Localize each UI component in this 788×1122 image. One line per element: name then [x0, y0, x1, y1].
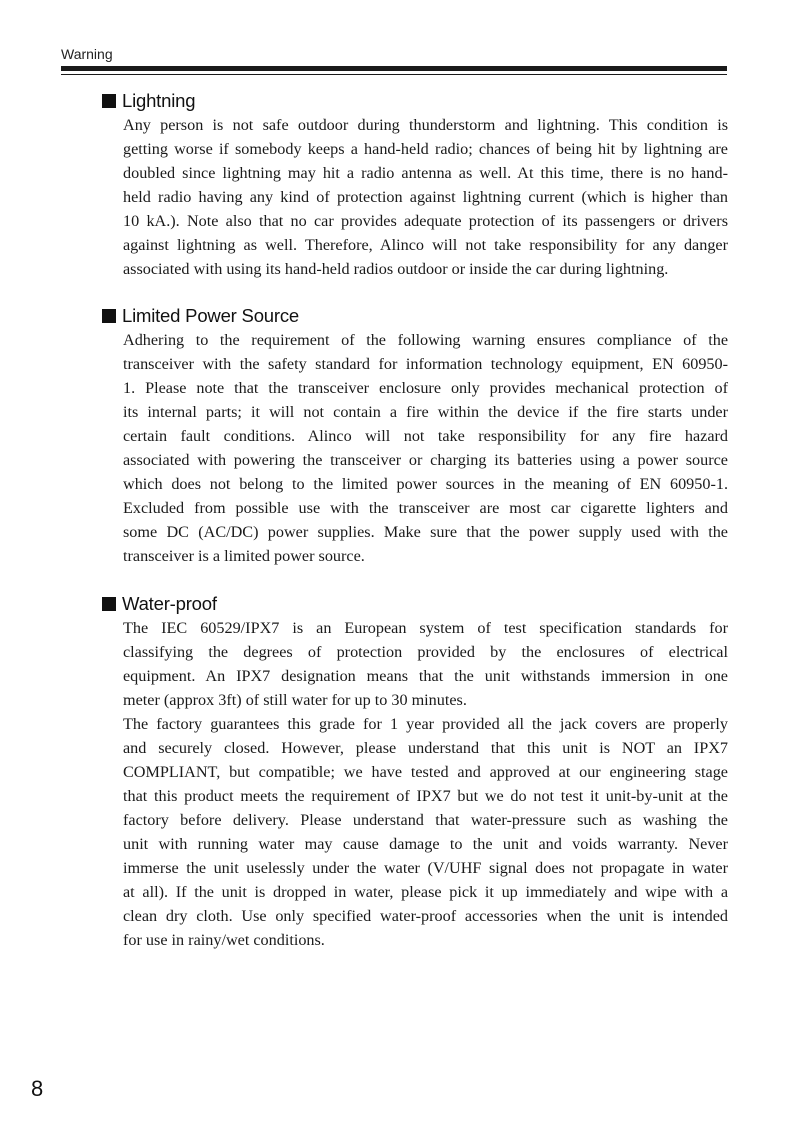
- text-line: its internal parts; it will not contain a fire within the device if the fire starts under: [123, 403, 728, 421]
- text-line: for use in rainy/wet conditions.: [123, 931, 325, 949]
- square-bullet-icon: [102, 597, 116, 611]
- header-rule-thin: [61, 74, 727, 75]
- text-line: Adhering to the requirement of the following warning ensures compliance of the: [123, 331, 728, 349]
- text-line: COMPLIANT, but compatible; we have tested and approved at our engineering stage: [123, 763, 728, 781]
- body-paragraph: [102, 328, 728, 568]
- text-line: factory before delivery. Please understand that water-pressure such as washing the: [123, 811, 728, 829]
- text-line: that this product meets the requirement of IPX7 but we do not test it unit-by-unit at the: [123, 787, 728, 805]
- text-line: transceiver with the safety standard for information technology equipment, EN 60950-: [123, 355, 728, 373]
- text-line: associated with using its hand-held radios outdoor or inside the car during lightning.: [123, 260, 669, 278]
- section-lightning: [102, 89, 728, 281]
- section-water-proof: [102, 592, 728, 952]
- section-heading: [102, 592, 728, 616]
- text-line: The IEC 60529/IPX7 is an European system of test specification standards for: [123, 619, 728, 637]
- text-line: The factory guarantees this grade for 1 year provided all the jack covers are properly: [123, 715, 728, 733]
- square-bullet-icon: [102, 309, 116, 323]
- body-paragraph: [102, 616, 728, 712]
- text-line: transceiver is a limited power source.: [123, 547, 365, 565]
- text-line: classifying the degrees of protection provided by the enclosures of electrical: [123, 643, 728, 661]
- text-line: equipment. An IPX7 designation means that the unit withstands immersion in one: [123, 667, 728, 685]
- section-heading: [102, 304, 728, 328]
- text-line: associated with powering the transceiver or charging its batteries using a power source: [123, 451, 728, 469]
- text-line: meter (approx 3ft) of still water for up to 30 minutes.: [123, 691, 467, 709]
- square-bullet-icon: [102, 94, 116, 108]
- body-paragraph: [102, 712, 728, 952]
- text-line: clean dry cloth. Use only specified water-proof accessories when the unit is intended: [123, 907, 728, 925]
- text-line: at all). If the unit is dropped in water, please pick it up immediately and wipe with a: [123, 883, 728, 901]
- section-heading-text: Water-proof: [122, 593, 217, 614]
- text-line: getting worse if somebody keeps a hand-held radio; chances of being hit by lightning are: [123, 140, 728, 158]
- text-line: which does not belong to the limited power sources in the meaning of EN 60950-1.: [123, 475, 728, 493]
- text-line: unit with running water may cause damage to the unit and voids warranty. Never: [123, 835, 728, 853]
- running-header: Warning: [61, 46, 113, 62]
- text-line: Excluded from possible use with the transceiver are most car cigarette lighters and: [123, 499, 728, 517]
- text-line: 1. Please note that the transceiver enclosure only provides mechanical protection of: [123, 379, 728, 397]
- section-limited-power-source: [102, 304, 728, 568]
- text-line: 10 kA.). Note also that no car provides adequate protection of its passengers or drivers: [123, 212, 728, 230]
- text-line: some DC (AC/DC) power supplies. Make sure that the power supply used with the: [123, 523, 728, 541]
- header-rule-thick: [61, 66, 727, 71]
- section-heading: [102, 89, 728, 113]
- body-paragraph: [102, 113, 728, 281]
- section-heading-text: Lightning: [122, 90, 196, 111]
- text-line: against lightning as well. Therefore, Alinco will not take responsibility for any danger: [123, 236, 728, 254]
- text-line: immerse the unit uselessly under the water (V/UHF signal does not propagate in water: [123, 859, 728, 877]
- text-line: and securely closed. However, please understand that this unit is NOT an IPX7: [123, 739, 728, 757]
- text-line: doubled since lightning may hit a radio antenna as well. At this time, there is no hand-: [123, 164, 728, 182]
- text-line: certain fault conditions. Alinco will not take responsibility for any fire hazard: [123, 427, 728, 445]
- section-heading-text: Limited Power Source: [122, 305, 299, 326]
- text-line: held radio having any kind of protection against lightning current (which is higher than: [123, 188, 728, 206]
- text-line: Any person is not safe outdoor during thunderstorm and lightning. This condition is: [123, 116, 728, 134]
- page-number: 8: [31, 1076, 44, 1101]
